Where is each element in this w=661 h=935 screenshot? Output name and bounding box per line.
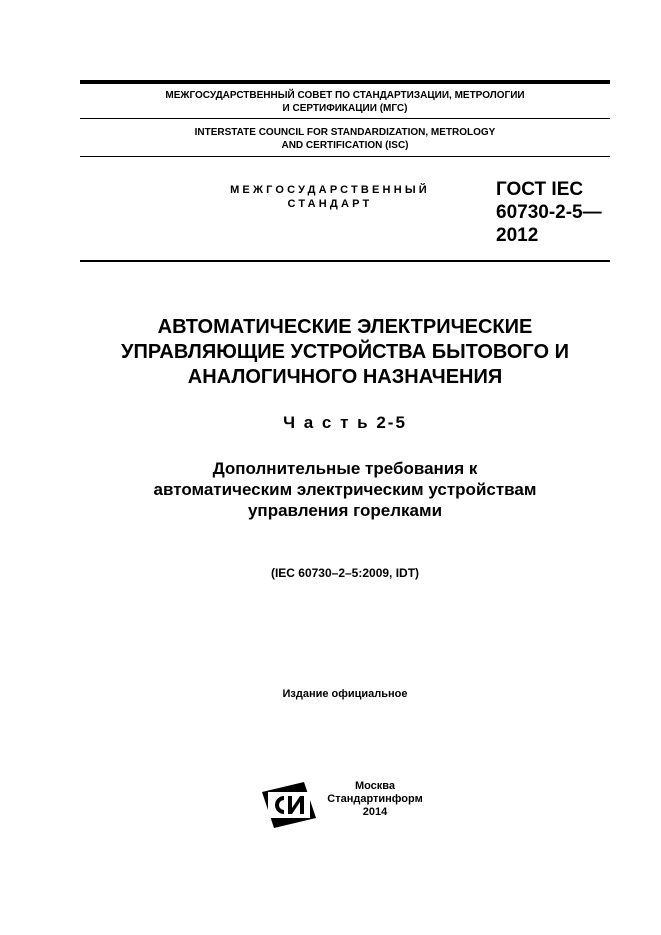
council-en-line2: AND CERTIFICATION (ISC) — [281, 140, 409, 151]
designation-line2: 60730-2-5— — [496, 202, 602, 223]
title-line3: АНАЛОГИЧНОГО НАЗНАЧЕНИЯ — [187, 366, 503, 388]
standard-label-line1: МЕЖГОСУДАРСТВЕННЫЙ — [230, 184, 430, 196]
iec-reference: (IEC 60730–2–5:2009, IDT) — [270, 566, 420, 580]
title-line1: АВТОМАТИЧЕСКИЕ ЭЛЕКТРИЧЕСКИЕ — [157, 316, 533, 338]
council-en — [80, 126, 610, 152]
subtitle-line2: автоматическим электрическим устройствам — [153, 480, 537, 499]
council-divider — [80, 118, 610, 119]
header-bottom-rule — [80, 260, 610, 262]
document-subtitle — [60, 458, 630, 521]
standard-label-line2: СТАНДАРТ — [287, 198, 373, 210]
standard-label — [190, 183, 470, 211]
publisher-name: Стандартинформ — [327, 793, 423, 805]
council-ru-line1: МЕЖГОСУДАРСТВЕННЫЙ СОВЕТ ПО СТАНДАРТИЗАЦИИ, МЕТРОЛОГИИ — [165, 90, 525, 101]
council-en-line1: INTERSTATE COUNCIL FOR STANDARDIZATION, METROLOGY — [194, 127, 496, 138]
subtitle-line1: Дополнительные требования к — [212, 459, 478, 478]
edition-note: Издание официальное — [282, 688, 408, 700]
top-rule — [80, 80, 610, 84]
publisher-logo-icon — [262, 782, 316, 828]
publisher-city: Москва — [354, 780, 396, 792]
council-bottom-rule — [80, 156, 610, 157]
standard-designation — [496, 178, 616, 247]
council-ru — [80, 89, 610, 115]
designation-line1: ГОСТ IEC — [496, 179, 584, 200]
designation-line3: 2012 — [496, 225, 539, 246]
document-title — [60, 315, 630, 390]
part-number: Ч а с т ь 2-5 — [283, 413, 407, 432]
council-ru-line2: И СЕРТИФИКАЦИИ (МГС) — [282, 103, 408, 114]
publisher-block — [320, 780, 430, 819]
subtitle-line3: управления горелками — [247, 501, 443, 520]
publisher-year: 2014 — [362, 806, 388, 818]
title-line2: УПРАВЛЯЮЩИЕ УСТРОЙСТВА БЫТОВОГО И — [121, 341, 569, 363]
